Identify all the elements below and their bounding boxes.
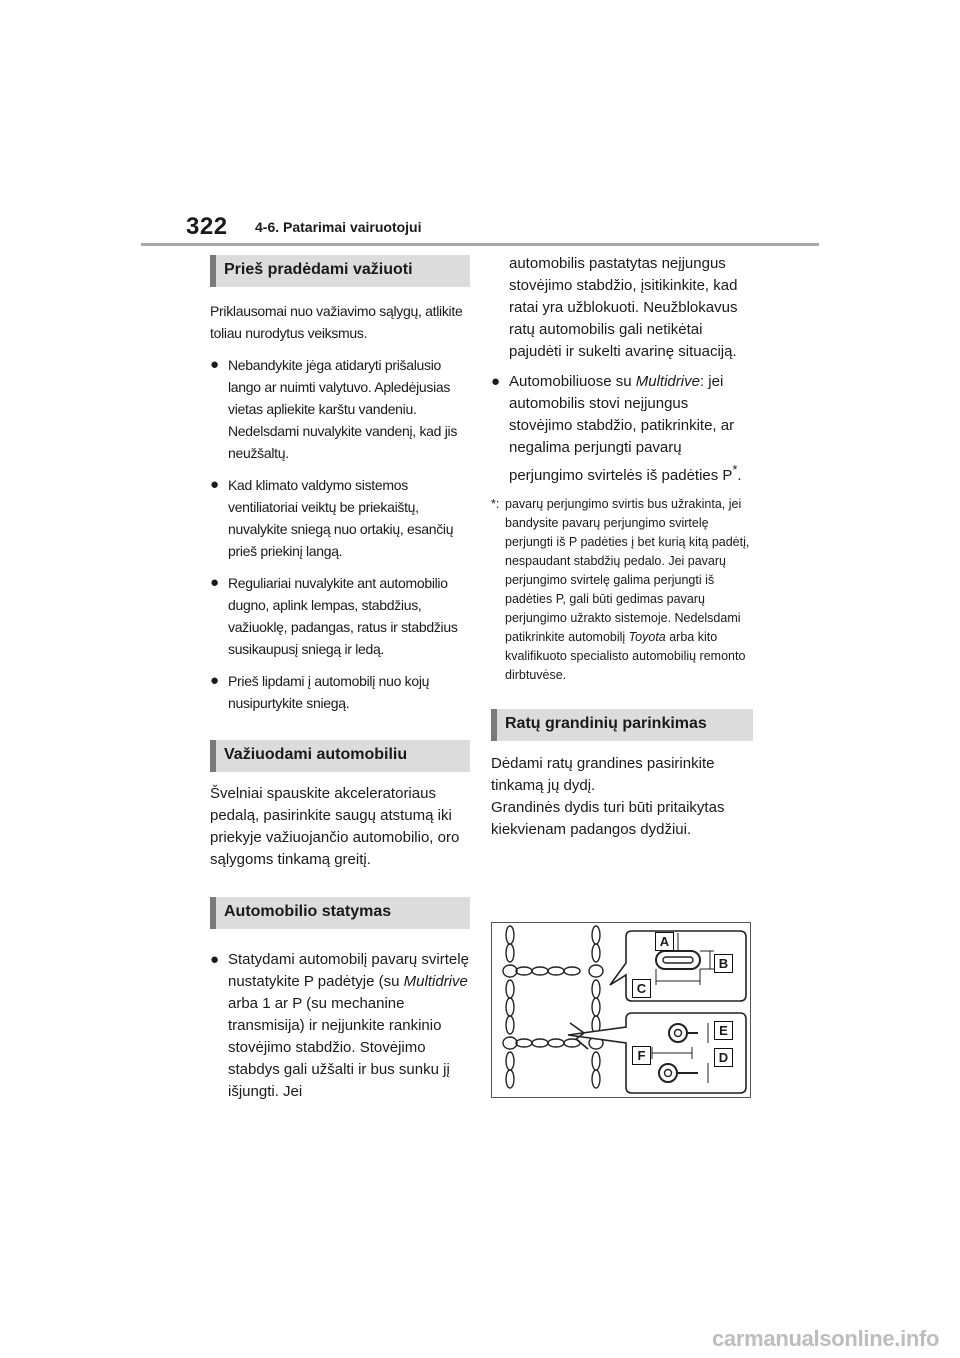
footnote-mark: *: [491,497,500,511]
list-item [210,670,470,714]
footnote-text [505,495,753,685]
chain-links [503,926,603,1088]
figure-label-e: E [714,1021,733,1040]
top-chain-horizontal [503,965,603,977]
heading-while-driving: Važiuodami automobiliu [210,740,470,772]
chain-drawing [492,923,750,1097]
bullet-icon: ● [210,951,220,968]
bullet-icon: ● [210,672,220,689]
bullet-icon: ● [491,373,501,390]
parking-bullet-continued: automobilis pastatytas neįjungus stovėjimo stabdžio, įsitikinkite, kad ratai yra užblokuoti. Neužblokavus ratų automobilis gali netikėtai pajudėti ir sukelti avarinę situaciją. [509,255,738,360]
chains-text-2: Grandinės dydis turi būti pritaikytas kiekvienam padangos dydžiui. [491,799,725,838]
text-run: : jei automobilis stovi neįjungus stovėjimo stabdžio, patikrinkite, ar negalima perjungti pavarų perjungimo svirtelės iš padėties P [509,373,735,484]
text-run: . [737,467,742,484]
text-run: arba kito kvalifikuoto specialisto automobilių remonto dirbtuvėse. [505,630,746,682]
heading-before-driving: Prieš pradėdami važiuoti [210,255,470,287]
figure-label-d: D [714,1048,733,1067]
header-rule [141,243,819,246]
chain-illustration [491,922,751,1098]
bullet-icon: ● [210,356,220,373]
footnote-ref: * [732,463,738,477]
figure-label-b: B [714,954,733,973]
bullet-text: Reguliariai nuvalykite ant automobilio dugno, aplink lempas, stabdžius, važiuoklę, padangas, ratus ir stabdžius susikaupusį sniegą ir ledą. [228,575,458,657]
left-column [210,255,470,1103]
figure-label-f: F [632,1046,651,1065]
figure-label-c: C [632,979,651,998]
text-run-italic: Toyota [628,630,666,644]
page-number: 322 [186,213,228,240]
text-run: Automobiliuose su [509,373,636,390]
while-driving-text: Švelniai spauskite akceleratoriaus pedalą, pasirinkite saugų atstumą iki priekyje važiuojančio automobilio, oro sąlygoms tinkamą greitį. [210,785,460,868]
right-column [491,253,753,841]
before-driving-intro: Priklausomai nuo važiavimo sąlygų, atlikite toliau nurodytus veiksmus. [210,303,463,341]
list-item [210,949,470,1103]
bullet-text [509,371,753,487]
bullet-text [228,949,470,1103]
bullet-text: Kad klimato valdymo sistemos ventiliatoriai veiktų be priekaištų, nuvalykite sniegą nuo ortakių, esančių prieš priekinį langą. [228,477,454,559]
section-breadcrumb: 4-6. Patarimai vairuotojui [255,219,422,235]
right-chain-vertical [592,926,600,1088]
watermark: carmanualsonline.info [712,1326,940,1351]
text-run: Statydami automobilį pavarų svirtelę nustatykite P padėtyje (su [228,951,469,990]
bottom-chain-horizontal [503,1037,603,1049]
figure-label-a: A [655,932,674,951]
bullet-icon: ● [210,574,220,591]
text-run: arba 1 ar P (su mechanine transmisija) ir neįjunkite rankinio stovėjimo stabdžio. Stovėjimo stabdys gali užšalti ir bus sunku jį išjungti. Jei [228,995,450,1100]
list-item [210,354,470,464]
chains-text-1: Dėdami ratų grandines pasirinkite tinkamą jų dydį. [491,755,715,794]
bullet-text: Nebandykite jėga atidaryti prišalusio lango ar nuimti valytuvo. Apledėjusias vietas apliekite karštu vandeniu. Nedelsdami nuvalykite vandenį, kad jis neužšaltų. [228,357,458,461]
heading-parking: Automobilio statymas [210,897,470,929]
bullet-text: Prieš lipdami į automobilį nuo kojų nusipurtykite sniegą. [228,673,430,711]
heading-chains: Ratų grandinių parinkimas [491,709,753,741]
footnote [491,495,753,685]
text-run: pavarų perjungimo svirtis bus užrakinta, jei bandysite pavarų perjungimo svirtelę perjungti iš P padėties į bet kurią kitą padėtį, nespaudant stabdžių pedalo. Jei pavarų perjungimo svirtelę galima perjungti iš padėties P, gali būti gedimas pavarų perjungimo užrakto sistemoje. Nedelsdami patikrinkite automobilį [505,497,750,644]
list-item [210,572,470,660]
bullet-icon: ● [210,476,220,493]
list-item [210,474,470,562]
text-run-italic: Multidrive [635,373,700,390]
left-chain-vertical [506,926,514,1088]
text-run-italic: Multidrive [403,973,468,990]
list-item [491,371,753,487]
